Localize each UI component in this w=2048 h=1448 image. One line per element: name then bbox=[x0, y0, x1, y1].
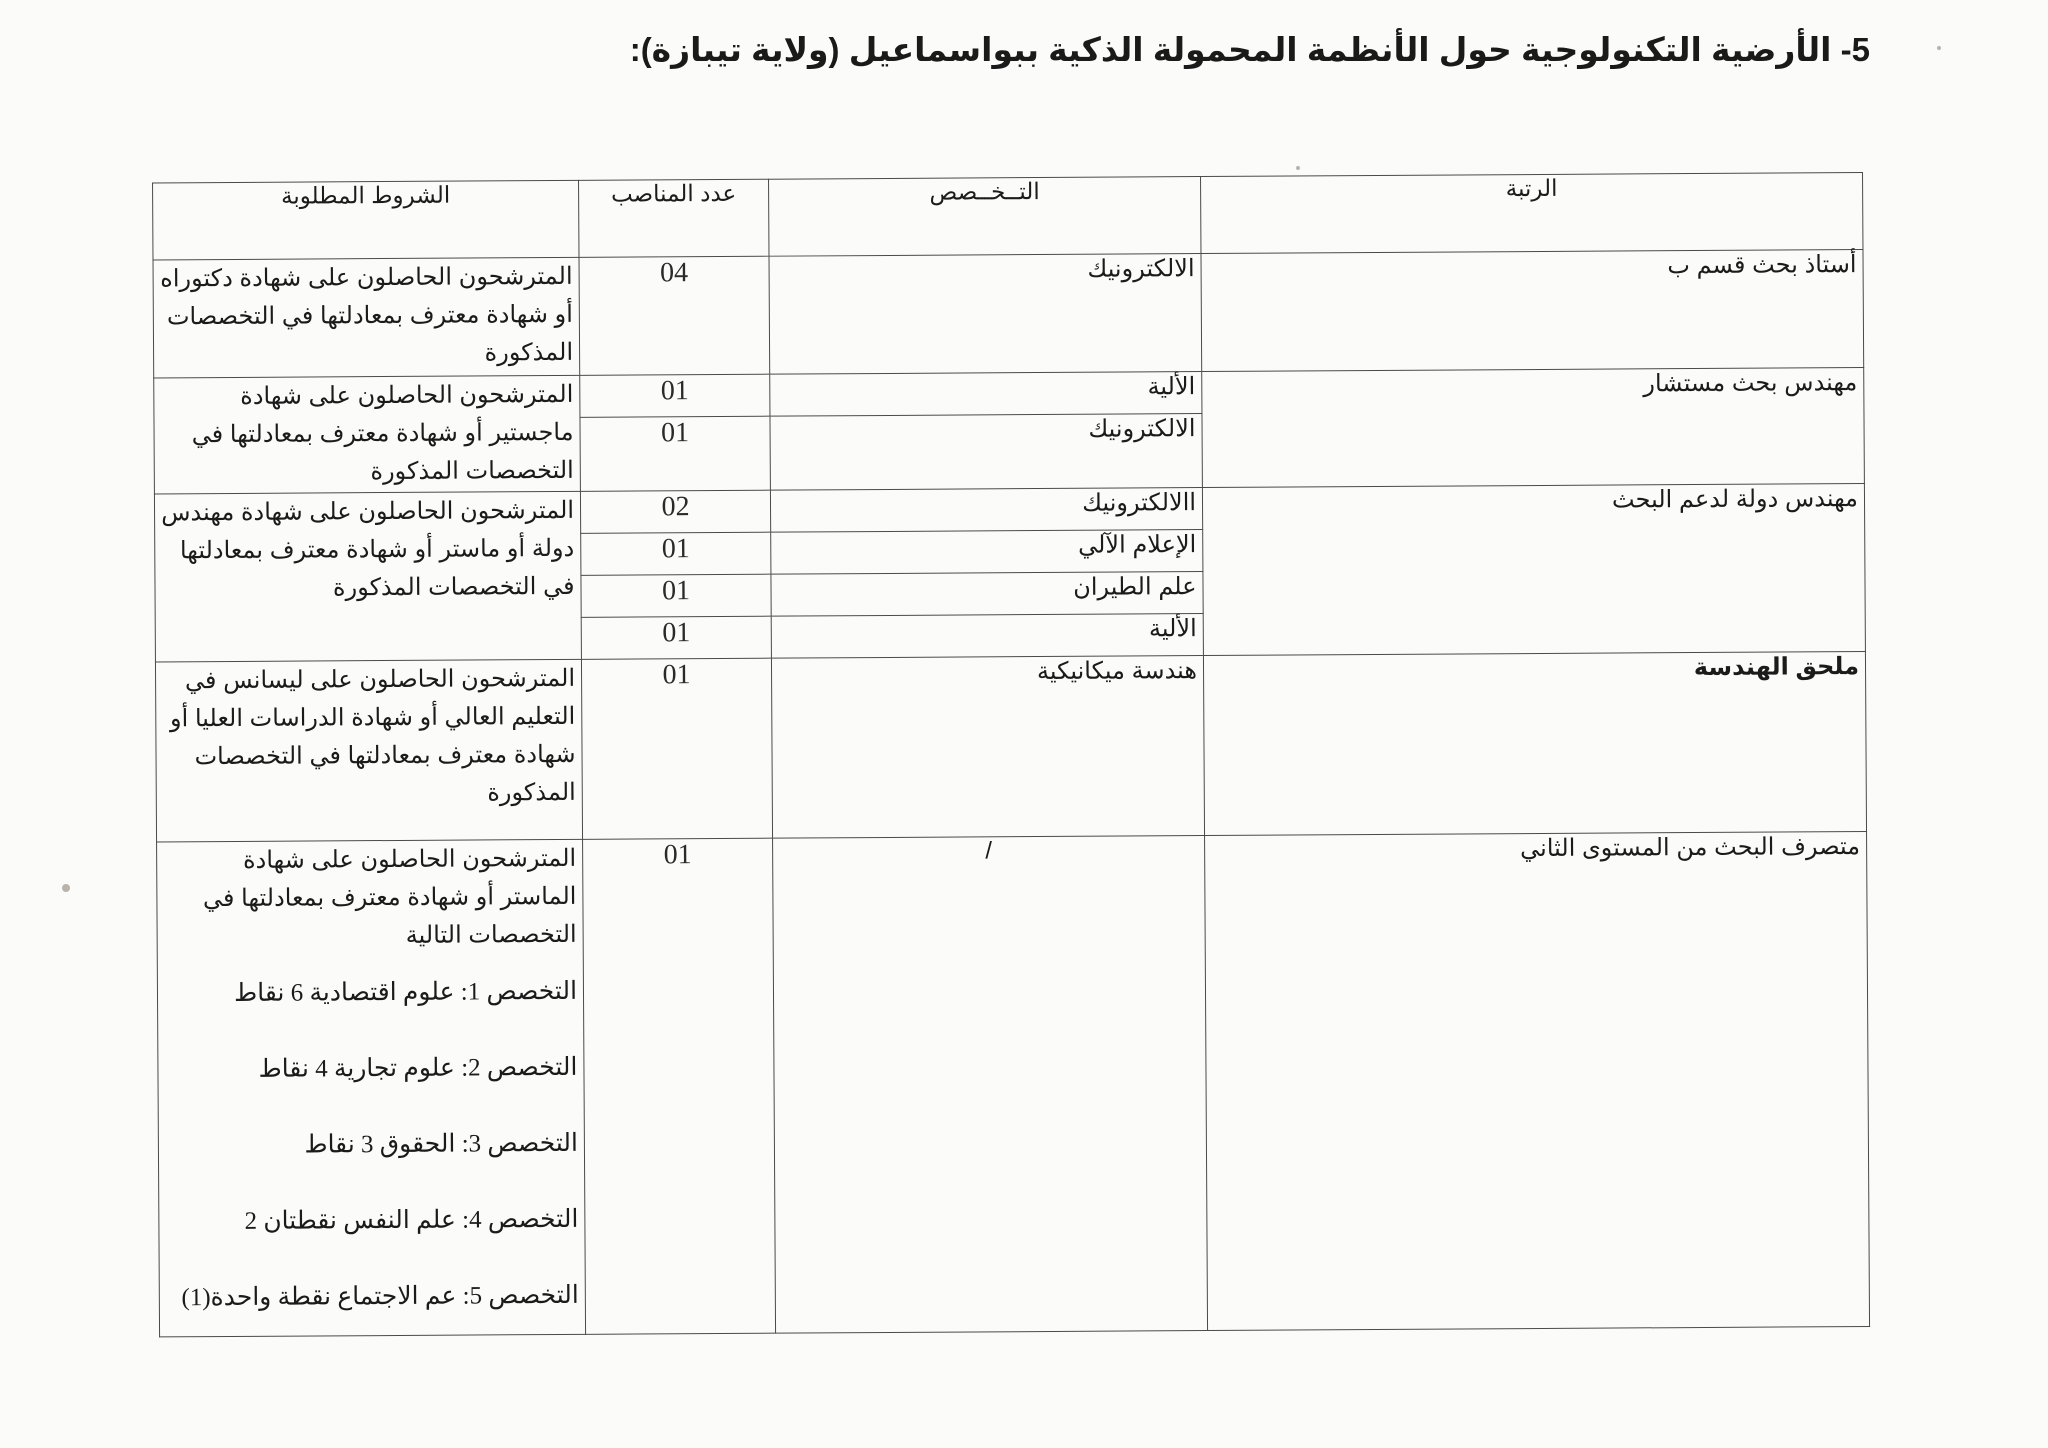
scan-speck bbox=[1937, 46, 1941, 50]
specialty-cell: الألية bbox=[771, 614, 1203, 659]
rank-cell: مهندس بحث مستشار bbox=[1202, 367, 1865, 487]
table-row bbox=[155, 651, 1866, 841]
header-specialty: التــخــصص bbox=[769, 177, 1201, 257]
specialty-cell: الألية bbox=[770, 372, 1202, 417]
specialty-cell: االالكترونيك bbox=[770, 488, 1202, 533]
rank-cell: مهندس دولة لدعم البحث bbox=[1202, 483, 1865, 655]
table-row bbox=[157, 831, 1870, 1336]
specialty-points-item: التخصص 1: علوم اقتصادية 6 نقاط bbox=[233, 977, 578, 1007]
rank-cell: متصرف البحث من المستوى الثاني bbox=[1205, 831, 1870, 1330]
specialty-cell: / bbox=[773, 836, 1208, 1334]
table-row bbox=[153, 250, 1864, 378]
specialty-cell: الالكترونيك bbox=[770, 414, 1202, 491]
positions-cell: 02 bbox=[580, 490, 770, 533]
header-rank: الرتبة bbox=[1201, 173, 1863, 254]
specialty-cell: الالكترونيك bbox=[769, 254, 1202, 375]
positions-cell: 01 bbox=[581, 616, 771, 659]
header-conditions: الشروط المطلوبة bbox=[153, 180, 579, 260]
header-positions: عدد المناصب bbox=[579, 179, 769, 257]
conditions-cell bbox=[157, 839, 586, 1337]
positions-cell: 04 bbox=[579, 256, 770, 375]
positions-cell: 01 bbox=[580, 374, 770, 417]
document-title: 5- الأرضية التكنولوجية حول الأنظمة المحمولة الذكية ببواسماعيل (ولاية تيبازة): bbox=[629, 31, 1870, 68]
positions-table bbox=[152, 172, 1870, 1337]
specialty-points-item: التخصص 2: علوم تجارية 4 نقاط bbox=[258, 1053, 578, 1083]
specialty-points-item: التخصص 4: علم النفس نقطتان 2 bbox=[244, 1205, 579, 1235]
rank-cell: أستاذ بحث قسم ب bbox=[1201, 250, 1864, 372]
specialty-cell: الإعلام الآلي bbox=[771, 530, 1203, 575]
positions-cell: 01 bbox=[580, 416, 770, 491]
rank-cell: ملحق الهندسة bbox=[1203, 651, 1866, 835]
scan-speck bbox=[62, 884, 70, 892]
conditions-cell: المترشحون الحاصلون على ليسانس في التعليم العالي أو شهادة الدراسات العليا أو شهادة معترف بمعادلتها في التخصصات المذكورة bbox=[155, 659, 582, 842]
conditions-cell: المترشحون الحاصلون على شهادة دكتوراه أو شهادة معترف بمعادلتها في التخصصات المذكورة bbox=[153, 257, 580, 378]
specialty-points-item: التخصص 5: عم الاجتماع نقطة واحدة(1) bbox=[181, 1281, 579, 1312]
conditions-cell: المترشحون الحاصلون على شهادة مهندس دولة أو ماستر أو شهادة معترف بمعادلتها في التخصصات المذكورة bbox=[154, 491, 581, 662]
positions-cell: 01 bbox=[581, 532, 771, 575]
specialty-points-item: التخصص 3: الحقوق 3 نقاط bbox=[304, 1129, 578, 1159]
table-header-row bbox=[153, 173, 1863, 260]
conditions-text: المترشحون الحاصلون على شهادة الماستر أو شهادة معترف بمعادلتها في التخصصات التالية bbox=[202, 844, 577, 949]
scan-speck bbox=[1296, 166, 1300, 170]
positions-cell: 01 bbox=[581, 574, 771, 617]
positions-cell: 01 bbox=[583, 838, 776, 1334]
conditions-cell: المترشحون الحاصلون على شهادة ماجستير أو شهادة معترف بمعادلتها في التخصصات المذكورة bbox=[154, 375, 581, 494]
positions-cell: 01 bbox=[581, 658, 772, 839]
specialty-cell: علم الطيران bbox=[771, 572, 1203, 617]
specialty-cell: هندسة ميكانيكية bbox=[771, 656, 1204, 839]
